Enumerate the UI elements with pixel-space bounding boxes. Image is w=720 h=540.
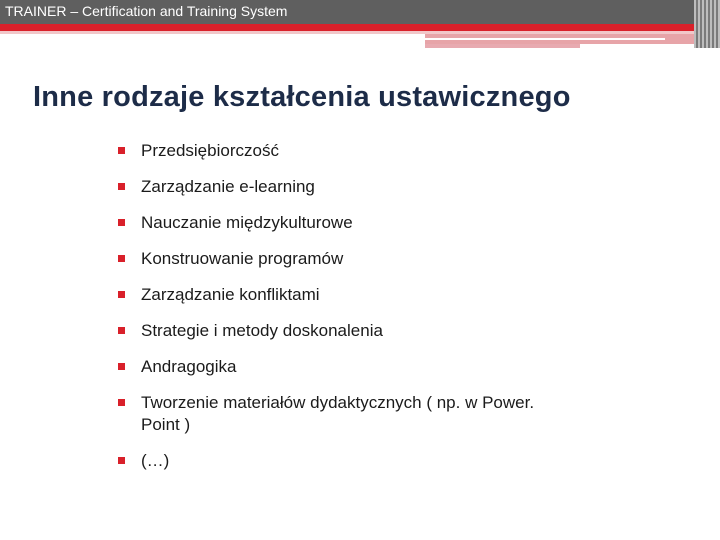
bullet-square-icon xyxy=(118,327,125,334)
bullet-list xyxy=(118,140,538,486)
slide-title: Inne rodzaje kształcenia ustawicznego xyxy=(33,81,571,114)
bullet-text: Zarządzanie konfliktami xyxy=(141,285,320,304)
bullet-text: Zarządzanie e-learning xyxy=(141,177,315,196)
bullet-item xyxy=(118,176,538,198)
bullet-square-icon xyxy=(118,219,125,226)
bullet-text: (…) xyxy=(141,451,170,470)
bullet-item xyxy=(118,450,538,472)
header-red-stripe xyxy=(0,24,720,31)
bullet-item xyxy=(118,140,538,162)
decorative-vertical-stripes xyxy=(694,0,720,48)
bullet-text: Przedsiębiorczość xyxy=(141,141,279,160)
header-title: TRAINER – Certification and Training System xyxy=(5,3,288,19)
decorative-stripe xyxy=(425,38,665,40)
bullet-square-icon xyxy=(118,363,125,370)
bullet-item xyxy=(118,284,538,306)
bullet-square-icon xyxy=(118,147,125,154)
bullet-square-icon xyxy=(118,183,125,190)
decorative-stripe xyxy=(425,44,580,48)
bullet-square-icon xyxy=(118,399,125,406)
header-bar xyxy=(0,0,720,24)
bullet-item xyxy=(118,212,538,234)
bullet-square-icon xyxy=(118,457,125,464)
bullet-item xyxy=(118,392,538,436)
bullet-text: Konstruowanie programów xyxy=(141,249,344,268)
bullet-item xyxy=(118,320,538,342)
bullet-item xyxy=(118,248,538,270)
bullet-item xyxy=(118,356,538,378)
bullet-text: Andragogika xyxy=(141,357,237,376)
bullet-text: Nauczanie międzykulturowe xyxy=(141,213,353,232)
bullet-text: Strategie i metody doskonalenia xyxy=(141,321,383,340)
bullet-square-icon xyxy=(118,255,125,262)
bullet-text: Tworzenie materiałów dydaktycznych ( np. w Power. Point ) xyxy=(141,393,535,434)
bullet-square-icon xyxy=(118,291,125,298)
